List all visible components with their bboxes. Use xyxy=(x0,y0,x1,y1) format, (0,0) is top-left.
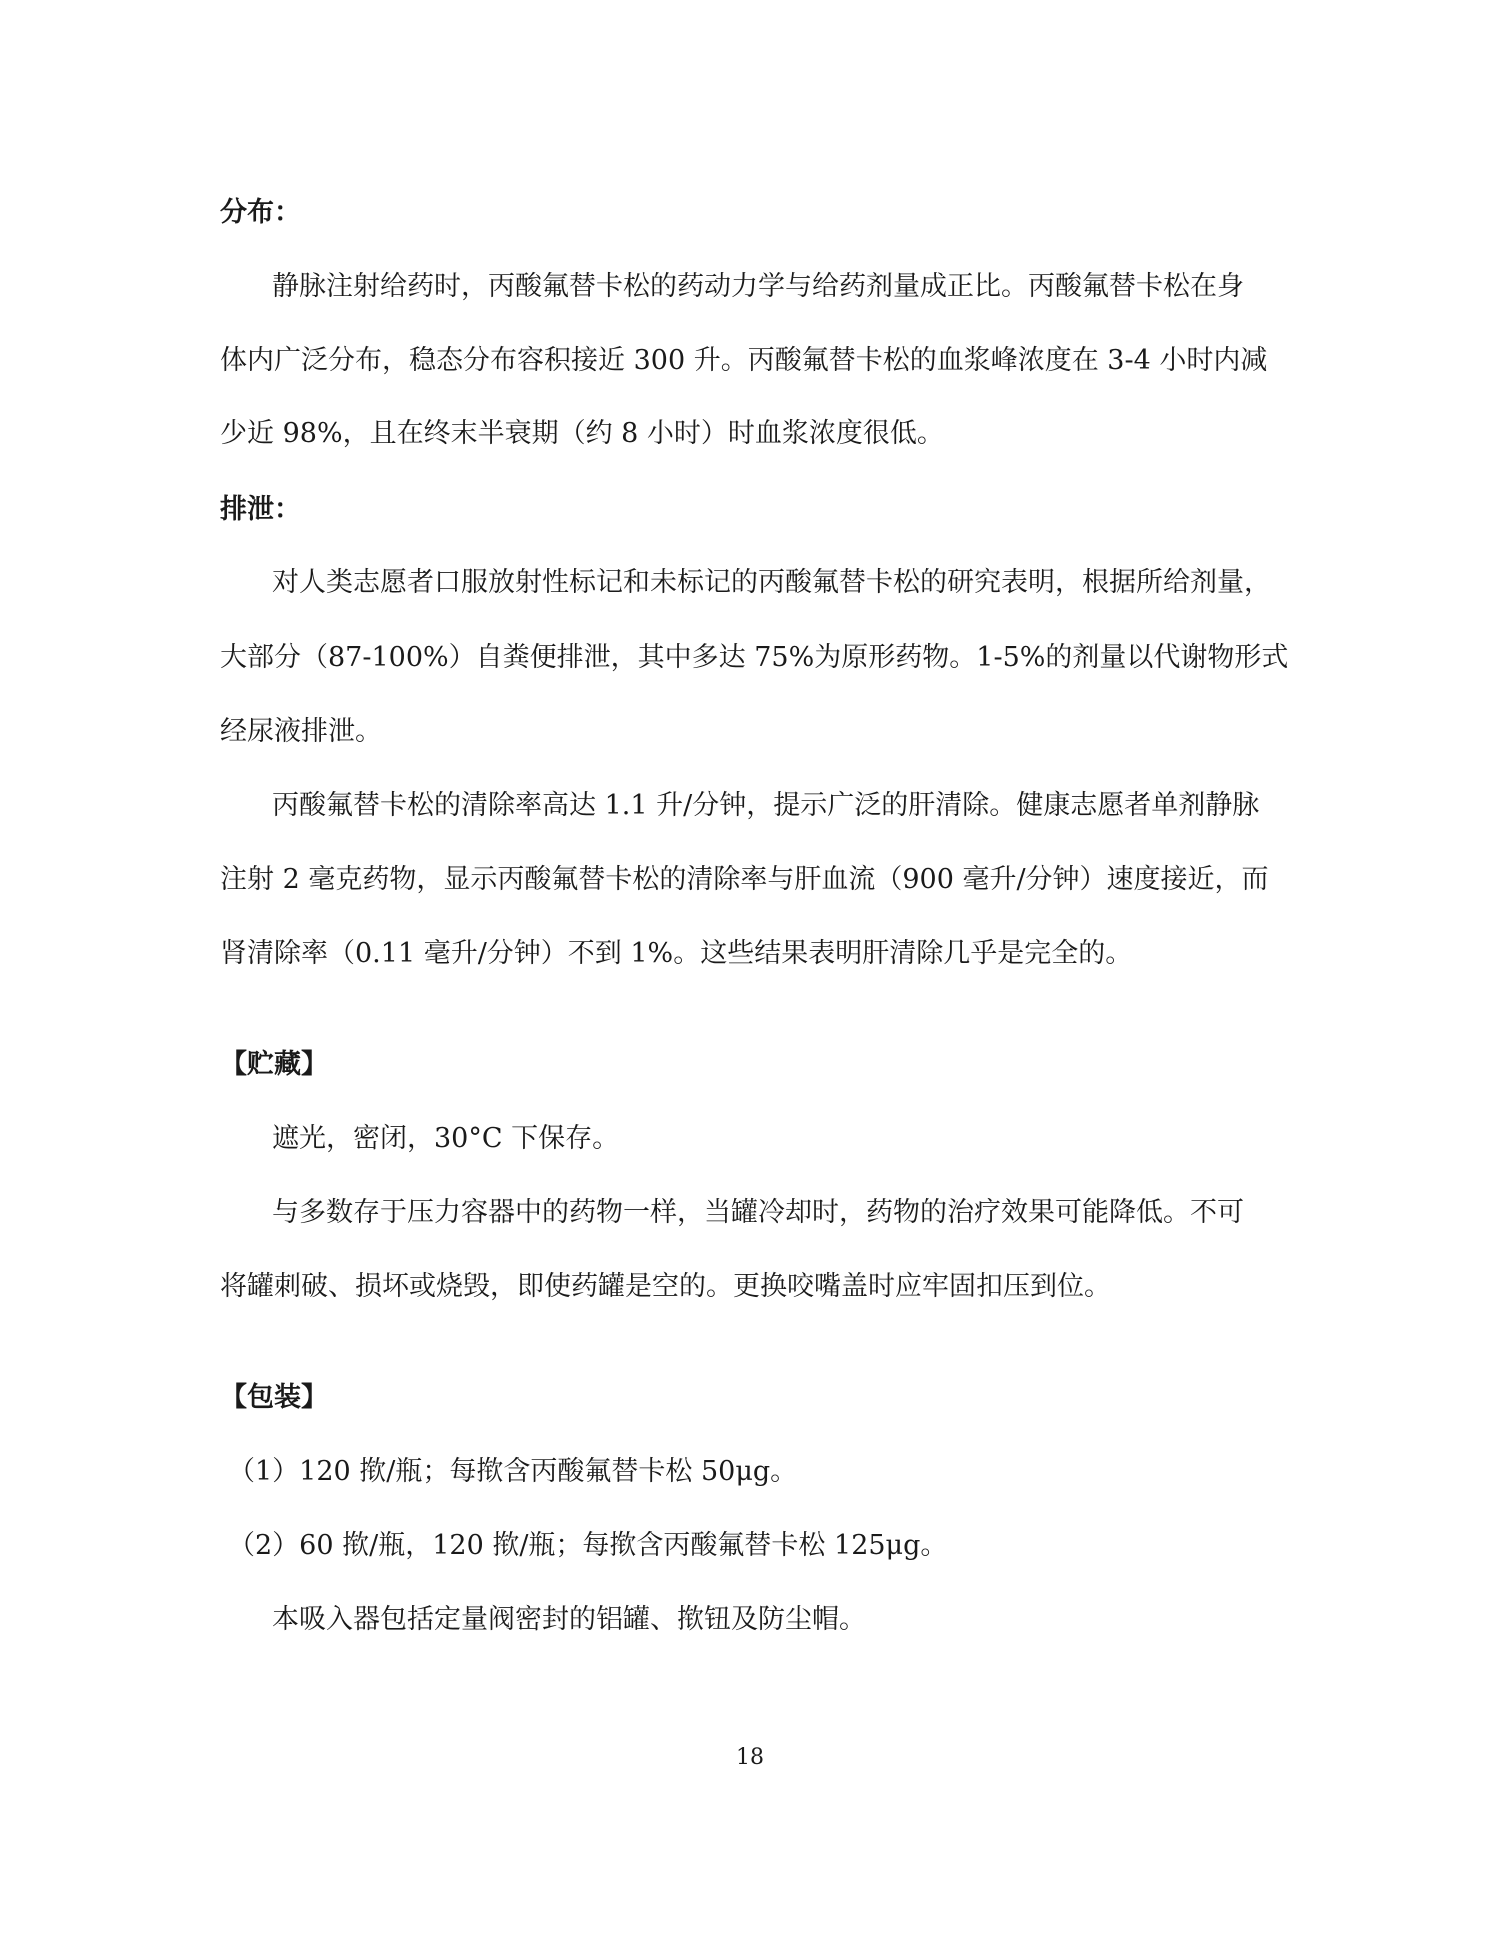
storage-para2-line-2: 将罐刺破、损坏或烧毁，即使药罐是空的。更换咬嘴盖时应牢固扣压到位。 xyxy=(220,1271,1111,1302)
distribution-line-3: 少近 98%，且在终末半衰期（约 8 小时）时血浆浓度很低。 xyxy=(220,418,944,449)
excretion-para1-line-1: 对人类志愿者口服放射性标记和未标记的丙酸氟替卡松的研究表明，根据所给剂量， xyxy=(272,567,1271,598)
packaging-item-2: （2）60 揿/瓶，120 揿/瓶；每揿含丙酸氟替卡松 125μg。 xyxy=(228,1530,948,1561)
distribution-heading: 分布： xyxy=(220,197,301,228)
packaging-note: 本吸入器包括定量阀密封的铝罐、揿钮及防尘帽。 xyxy=(272,1604,866,1635)
storage-heading: 【贮藏】 xyxy=(220,1049,328,1080)
excretion-para2-line-1: 丙酸氟替卡松的清除率高达 1.1 升/分钟，提示广泛的肝清除。健康志愿者单剂静脉 xyxy=(272,790,1260,821)
storage-para2-line-1: 与多数存于压力容器中的药物一样，当罐冷却时，药物的治疗效果可能降低。不可 xyxy=(272,1197,1244,1228)
distribution-line-1: 静脉注射给药时，丙酸氟替卡松的药动力学与给药剂量成正比。丙酸氟替卡松在身 xyxy=(272,271,1244,302)
excretion-para1-line-3: 经尿液排泄。 xyxy=(220,716,382,747)
excretion-heading: 排泄： xyxy=(220,494,301,525)
excretion-para1-line-2: 大部分（87-100%）自粪便排泄，其中多达 75%为原形药物。1-5%的剂量以代谢物形式 xyxy=(220,642,1289,673)
packaging-heading: 【包装】 xyxy=(220,1382,328,1413)
packaging-item-1: （1）120 揿/瓶；每揿含丙酸氟替卡松 50μg。 xyxy=(228,1456,798,1487)
storage-para1: 遮光，密闭，30°C 下保存。 xyxy=(272,1123,620,1154)
excretion-para2-line-2: 注射 2 毫克药物，显示丙酸氟替卡松的清除率与肝血流（900 毫升/分钟）速度接近，而 xyxy=(220,864,1269,895)
page-number: 18 xyxy=(736,1745,764,1770)
excretion-para2-line-3: 肾清除率（0.11 毫升/分钟）不到 1%。这些结果表明肝清除几乎是完全的。 xyxy=(220,938,1133,969)
distribution-line-2: 体内广泛分布，稳态分布容积接近 300 升。丙酸氟替卡松的血浆峰浓度在 3-4 小时内减 xyxy=(220,345,1268,376)
